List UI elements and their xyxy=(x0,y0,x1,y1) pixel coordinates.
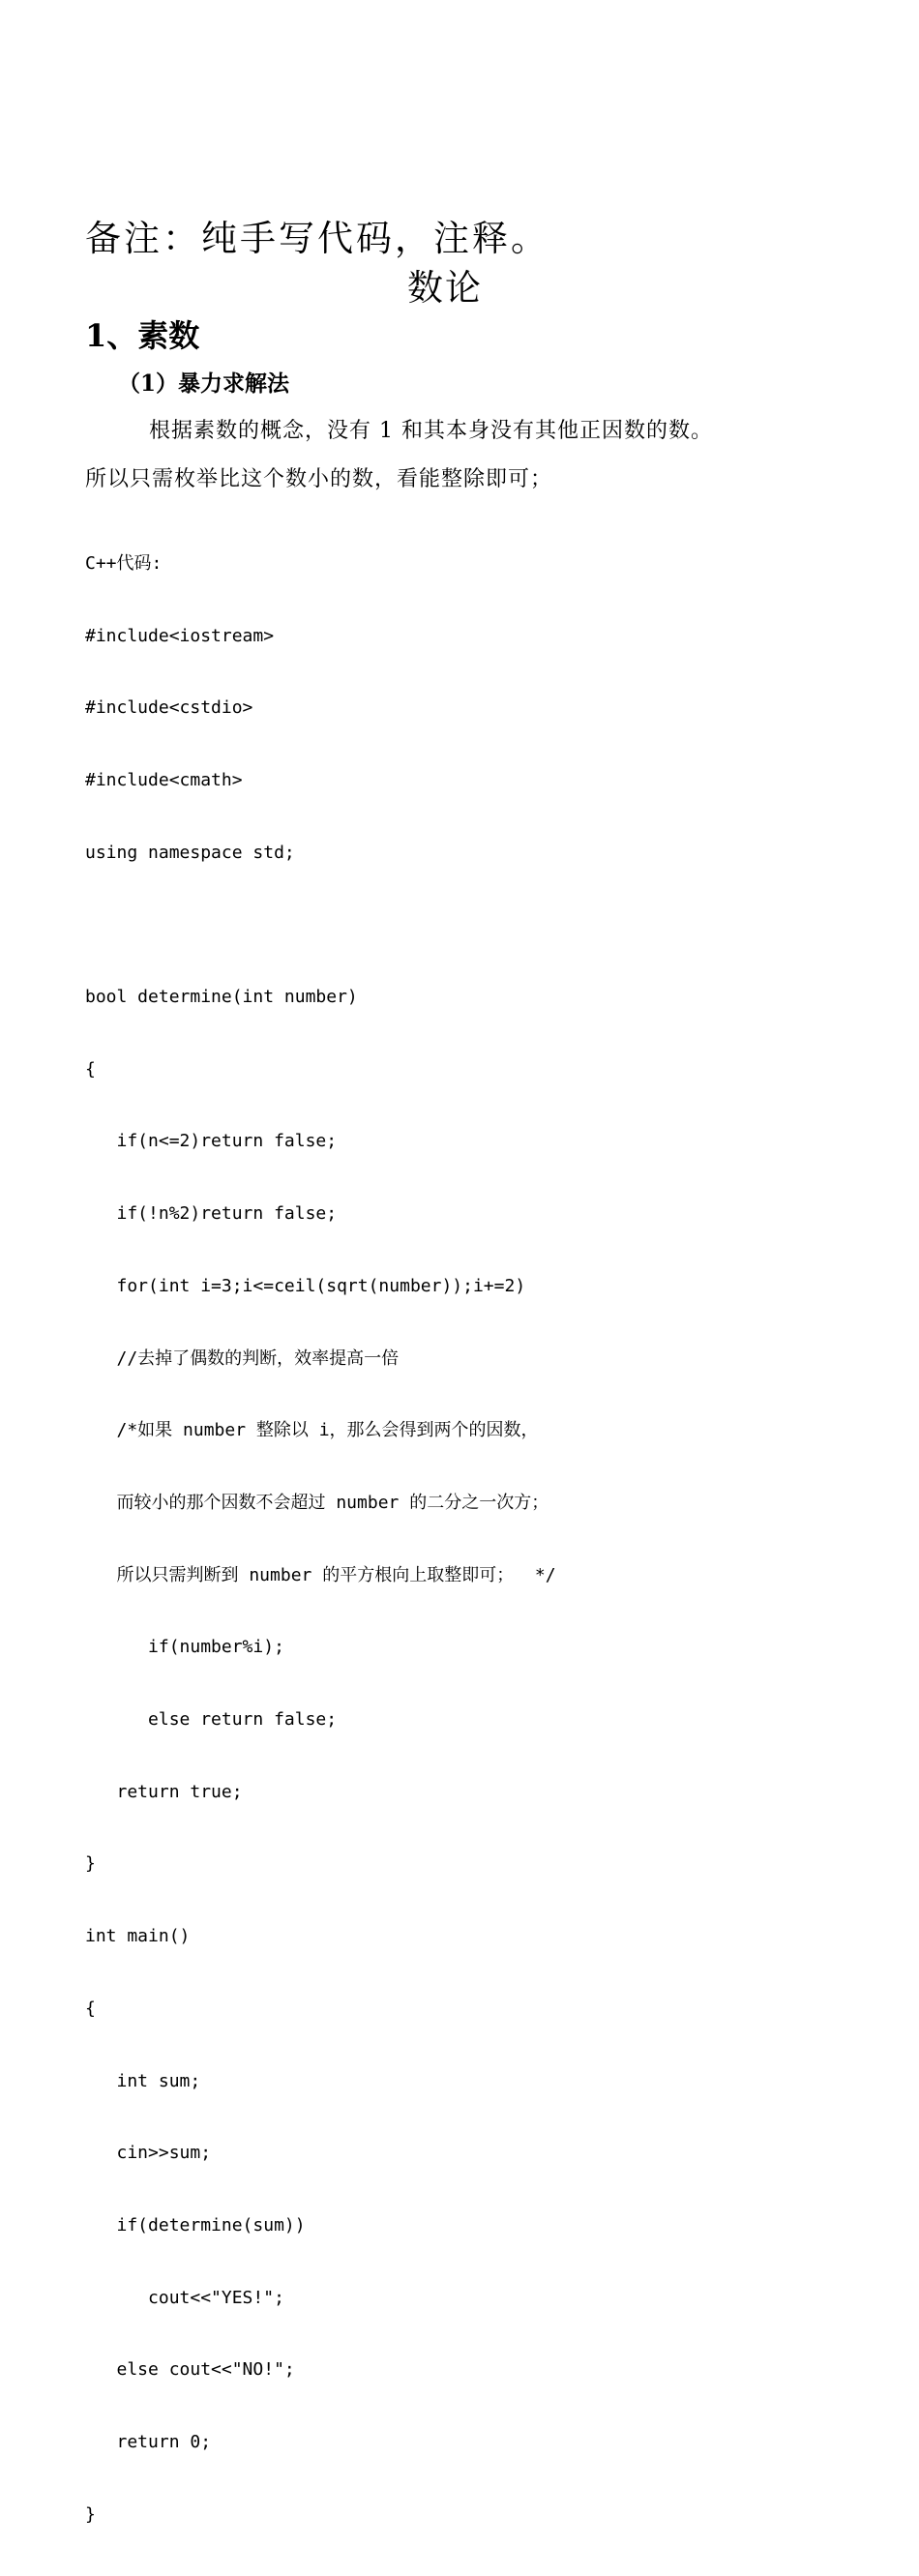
code-line: int sum; xyxy=(85,2070,201,2091)
code-line: //去掉了偶数的判断，效率提高一倍 xyxy=(85,1347,400,1369)
code-line: cout<<"YES!"; xyxy=(85,2287,284,2308)
code-line: bool determine(int number) xyxy=(85,987,358,1008)
code-line: { xyxy=(85,1058,96,1080)
code-line: 所以只需判断到 number 的平方根向上取整即可； */ xyxy=(85,1564,556,1585)
code-line: return true; xyxy=(85,1781,243,1802)
code-line: if(determine(sum)) xyxy=(85,2214,306,2235)
code-line: if(n<=2)return false; xyxy=(85,1131,338,1152)
code-line: else cout<<"NO!"; xyxy=(85,2359,295,2381)
paragraph-method: 所以只需枚举比这个数小的数，看能整除即可； xyxy=(85,467,553,491)
code-line: int main() xyxy=(85,1926,191,1947)
code-line: using namespace std; xyxy=(85,842,295,863)
chapter-title: 数论 xyxy=(407,267,483,309)
code-line: for(int i=3;i<=ceil(sqrt(number));i+=2) xyxy=(85,1275,526,1296)
code-line: 而较小的那个因数不会超过 number 的二分之一次方； xyxy=(85,1492,549,1513)
code-line: #include<cstdio> xyxy=(85,697,253,719)
subsection-heading: （1）暴力求解法 xyxy=(118,370,290,397)
code-line: if(!n%2)return false; xyxy=(85,1203,338,1225)
code-line: #include<cmath> xyxy=(85,769,243,790)
code-line: if(number%i); xyxy=(85,1637,284,1658)
note-line: 备注：纯手写代码，注释。 xyxy=(85,218,549,259)
code-line: else return false; xyxy=(85,1709,338,1731)
code-line: } xyxy=(85,2503,96,2525)
code-line: { xyxy=(85,1998,96,2019)
code-line: #include<iostream> xyxy=(85,625,275,646)
paragraph-concept: 根据素数的概念，没有 1 和其本身没有其他正因数的数。 xyxy=(149,419,713,443)
code-line: cin>>sum; xyxy=(85,2143,212,2164)
code-line xyxy=(85,913,556,937)
code-block xyxy=(85,504,556,2576)
code-line: /*如果 number 整除以 i，那么会得到两个的因数， xyxy=(85,1420,539,1441)
code-line: C++代码: xyxy=(85,552,163,574)
code-line: return 0; xyxy=(85,2432,212,2453)
code-line: } xyxy=(85,1853,96,1875)
section-heading: 1、素数 xyxy=(85,317,200,354)
